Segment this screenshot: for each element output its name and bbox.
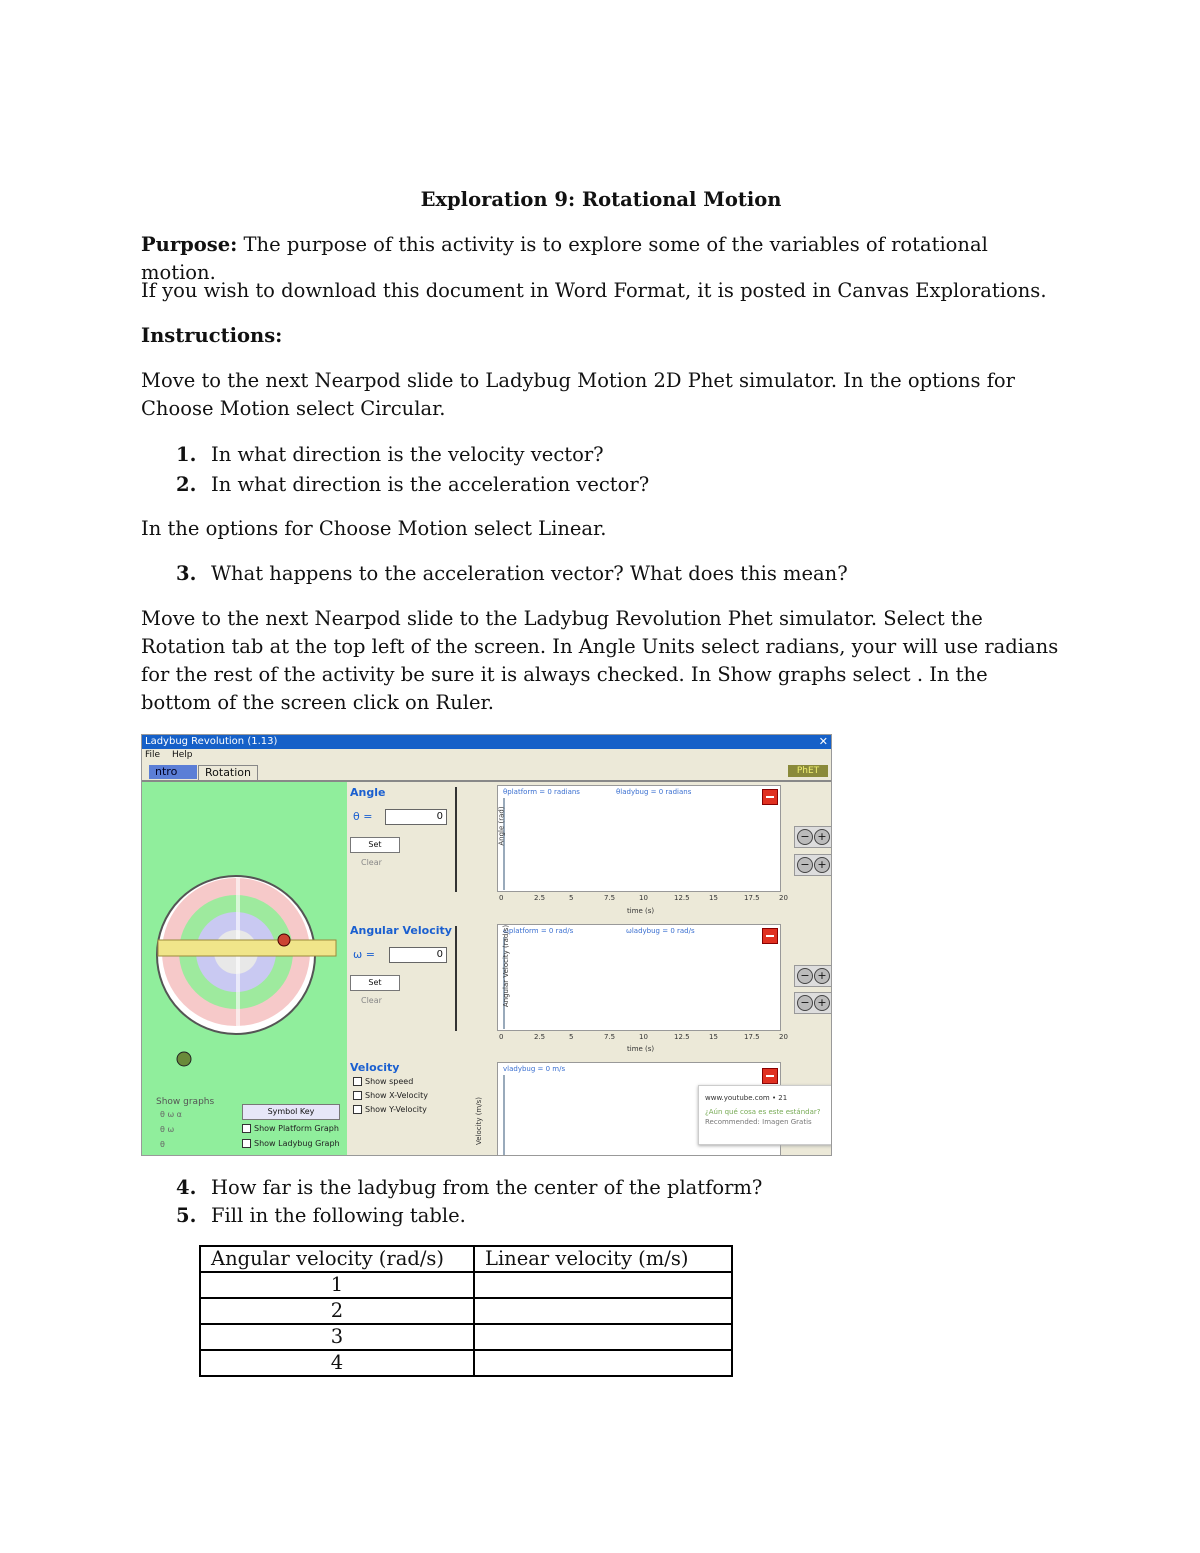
graph2-minimize-button[interactable] xyxy=(762,928,778,944)
x-tick-label: 15 xyxy=(709,1033,718,1041)
set-velocity-button[interactable]: Set xyxy=(350,975,400,991)
x-tick-label: 12.5 xyxy=(674,894,690,902)
menu-file[interactable]: File xyxy=(145,750,161,760)
close-icon[interactable]: ✕ xyxy=(818,735,828,748)
notification-popup[interactable] xyxy=(698,1085,832,1145)
cell-angular: 2 xyxy=(200,1298,474,1324)
paragraph-ladybug-2d: Move to the next Nearpod slide to Ladybug Motion 2D Phet simulator. In the options for Choose Motion select Circular. xyxy=(141,369,1015,420)
ladybug-icon xyxy=(278,934,290,946)
graph1-ylabel: Angle (rad) xyxy=(497,806,506,846)
show-ladybug-graph-checkbox[interactable]: Show Ladybug Graph xyxy=(242,1139,340,1148)
cell-angular: 3 xyxy=(200,1324,474,1350)
graph-option-2[interactable]: θ ω xyxy=(160,1125,175,1134)
list-item: 2. In what direction is the acceleration vector? xyxy=(176,473,650,496)
cell-linear[interactable] xyxy=(474,1298,732,1324)
purpose-label: Purpose: xyxy=(141,233,238,256)
theta-symbol: θ = xyxy=(353,810,373,823)
zoom-control-4[interactable]: − + xyxy=(794,992,832,1014)
tab-bar xyxy=(142,762,831,782)
x-tick-label: 2.5 xyxy=(534,1033,546,1041)
table-row xyxy=(200,1272,732,1298)
zoom-control-3[interactable]: − + xyxy=(794,965,832,987)
x-tick-label: 17.5 xyxy=(744,894,760,902)
show-platform-graph-checkbox[interactable]: Show Platform Graph xyxy=(242,1124,339,1133)
graph3-axis xyxy=(503,1075,505,1156)
x-tick-label: 20 xyxy=(779,894,788,902)
angle-input[interactable]: 0 xyxy=(385,809,447,825)
simulator-screenshot xyxy=(141,734,832,1156)
angular-velocity-label: Angular Velocity xyxy=(350,924,452,937)
question-list-c xyxy=(141,1174,1041,1230)
graph2-ylabel: Angular Velocity (rad/s) xyxy=(502,924,511,1008)
header-linear-velocity: Linear velocity (m/s) xyxy=(474,1246,732,1272)
x-tick-label: 15 xyxy=(709,894,718,902)
list-item: 1. In what direction is the velocity vector? xyxy=(176,443,604,466)
bracket-2 xyxy=(455,926,457,1031)
x-tick-label: 12.5 xyxy=(674,1033,690,1041)
angle-label: Angle xyxy=(350,786,386,799)
list-item: 3. What happens to the acceleration vector? What does this mean? xyxy=(176,562,848,585)
page-title: Exploration 9: Rotational Motion xyxy=(420,188,782,211)
list-item: 4. How far is the ladybug from the center of the platform? xyxy=(176,1176,763,1199)
question-list-a xyxy=(141,441,1041,501)
window-title: Ladybug Revolution (1.13) xyxy=(145,736,278,747)
tab-rotation[interactable]: Rotation xyxy=(198,765,258,780)
menu-bar xyxy=(142,749,831,761)
ruler xyxy=(158,940,336,956)
phet-logo: PhET xyxy=(788,765,828,777)
instructions-heading: Instructions: xyxy=(141,324,283,347)
download-paragraph: If you wish to download this document in Word Format, it is posted in Canvas Explorations. xyxy=(141,279,1047,302)
graph-option-1[interactable]: θ ω α xyxy=(160,1110,182,1119)
graph2-platform-label: ωplatform = 0 rad/s xyxy=(503,927,574,935)
popup-line1: ¿Aún qué cosa es este estándar? xyxy=(705,1108,821,1116)
cell-linear[interactable] xyxy=(474,1272,732,1298)
graph3-ladybug-label: vladybug = 0 m/s xyxy=(503,1065,566,1073)
zoom-control-1[interactable]: − + xyxy=(794,826,832,848)
popup-line2: Recommended: Imagen Gratis xyxy=(705,1118,812,1126)
window-titlebar xyxy=(142,735,831,749)
x-tick-label: 0 xyxy=(499,1033,504,1041)
clear-velocity-button[interactable]: Clear xyxy=(361,996,382,1005)
menu-help[interactable]: Help xyxy=(171,750,193,760)
clear-angle-button[interactable]: Clear xyxy=(361,858,382,867)
angle-graph xyxy=(497,785,781,892)
x-tick-label: 7.5 xyxy=(604,894,616,902)
x-tick-label: 20 xyxy=(779,1033,788,1041)
popup-site: www.youtube.com • 21 xyxy=(705,1094,788,1102)
velocity-table xyxy=(199,1245,733,1377)
symbol-key-button[interactable]: Symbol Key xyxy=(242,1104,340,1120)
beetle-icon xyxy=(177,1052,191,1066)
play-area xyxy=(142,782,347,1155)
show-graphs-label: Show graphs xyxy=(156,1097,215,1107)
table-header-row xyxy=(200,1246,732,1272)
graph2-ladybug-label: ωladybug = 0 rad/s xyxy=(626,927,695,935)
omega-symbol: ω = xyxy=(353,948,375,961)
graph2-xlabel: time (s) xyxy=(627,1045,655,1053)
x-tick-label: 2.5 xyxy=(534,894,546,902)
x-tick-label: 7.5 xyxy=(604,1033,616,1041)
graph1-platform-label: θplatform = 0 radians xyxy=(503,788,580,796)
angular-velocity-graph xyxy=(497,924,781,1031)
graph-option-3[interactable]: θ xyxy=(160,1140,165,1149)
show-y-velocity-checkbox[interactable]: Show Y-Velocity xyxy=(353,1105,427,1114)
x-tick-label: 5 xyxy=(569,894,574,902)
show-x-velocity-checkbox[interactable]: Show X-Velocity xyxy=(353,1091,428,1100)
cell-linear[interactable] xyxy=(474,1350,732,1376)
graph3-ylabel: Velocity (m/s) xyxy=(474,1097,483,1145)
graph1-ladybug-label: θladybug = 0 radians xyxy=(616,788,692,796)
list-item: 5. Fill in the following table. xyxy=(176,1204,466,1227)
zoom-control-2[interactable]: − + xyxy=(794,854,832,876)
velocity-label: Velocity xyxy=(350,1061,400,1074)
graph1-minimize-button[interactable] xyxy=(762,789,778,805)
table-row xyxy=(200,1298,732,1324)
purpose-text: The purpose of this activity is to explore some of the variables of rotational motion. xyxy=(141,233,988,284)
tab-intro[interactable]: ntro xyxy=(149,765,197,779)
angular-velocity-input[interactable]: 0 xyxy=(389,947,447,963)
x-tick-label: 17.5 xyxy=(744,1033,760,1041)
x-tick-label: 0 xyxy=(499,894,504,902)
x-tick-label: 10 xyxy=(639,894,648,902)
cell-angular: 1 xyxy=(200,1272,474,1298)
paragraph-revolution: Move to the next Nearpod slide to the Ladybug Revolution Phet simulator. Select the Rotation tab at the top left of the screen. In Angle Units select radians, your will use radians for the rest of the activity be sure it is always checked. In Show graphs select . In the bottom of the screen click on Ruler. xyxy=(141,607,1059,714)
x-tick-label: 10 xyxy=(639,1033,648,1041)
header-angular-velocity: Angular velocity (rad/s) xyxy=(200,1246,474,1272)
x-tick-label: 5 xyxy=(569,1033,574,1041)
graph1-xlabel: time (s) xyxy=(627,907,655,915)
cell-angular: 4 xyxy=(200,1350,474,1376)
table-row xyxy=(200,1350,732,1376)
table-row xyxy=(200,1324,732,1350)
bracket-1 xyxy=(455,787,457,892)
graph3-minimize-button[interactable] xyxy=(762,1068,778,1084)
question-list-b xyxy=(141,560,1041,590)
set-angle-button[interactable]: Set xyxy=(350,837,400,853)
paragraph-linear: In the options for Choose Motion select Linear. xyxy=(141,517,607,540)
show-speed-checkbox[interactable]: Show speed xyxy=(353,1077,413,1086)
cell-linear[interactable] xyxy=(474,1324,732,1350)
